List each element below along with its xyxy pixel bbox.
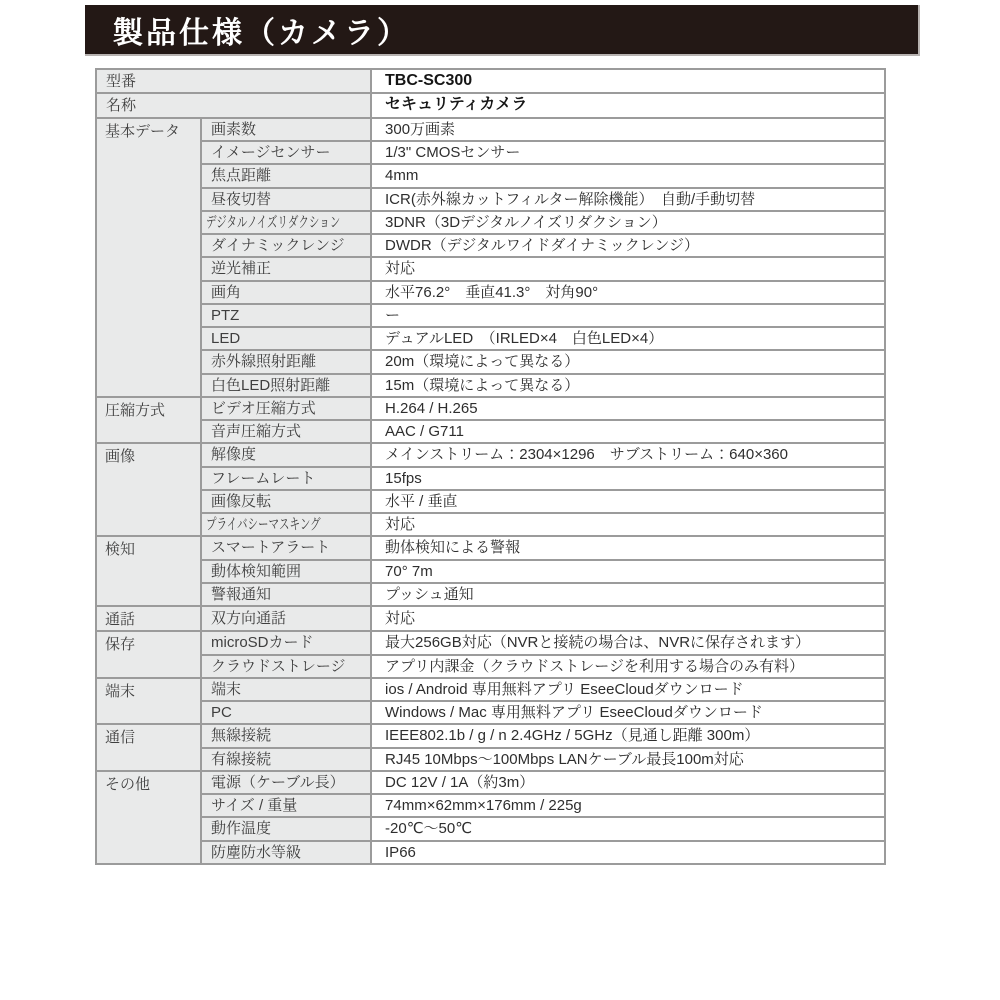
table-row: [96, 164, 885, 187]
value-cell: 70° 7m: [371, 560, 885, 583]
label-text: プライバシーマスキング: [206, 516, 321, 534]
label-cell: [201, 678, 371, 701]
label-text: 解像度: [211, 446, 257, 464]
value-cell: H.264 / H.265: [371, 397, 885, 420]
label-cell: [201, 631, 371, 654]
label-cell: [201, 443, 371, 466]
group-cell: 通話: [96, 606, 201, 631]
table-row: [96, 560, 885, 583]
label-text: 動体検知範囲: [211, 562, 302, 580]
label-cell: [201, 794, 371, 817]
label-text: 双方向通話: [211, 610, 287, 628]
table-row: [96, 257, 885, 280]
value-cell: 対応: [371, 257, 885, 280]
group-cell: 端末: [96, 678, 201, 725]
label-cell: 名称: [96, 93, 371, 117]
table-row: [96, 841, 885, 864]
label-text: イメージセンサー: [211, 144, 331, 162]
table-row: [96, 141, 885, 164]
value-cell: プッシュ通知: [371, 583, 885, 606]
spec-table: [95, 68, 886, 865]
value-cell: デュアルLED （IRLED×4 白色LED×4）: [371, 327, 885, 350]
label-text: 電源（ケーブル長）: [211, 773, 345, 791]
table-row: [96, 374, 885, 397]
table-row: [96, 234, 885, 257]
label-cell: [201, 420, 371, 443]
page-title-bar: [85, 5, 920, 56]
table-row: [96, 443, 885, 466]
value-cell: AAC / G711: [371, 420, 885, 443]
label-text: スマートアラート: [211, 539, 331, 557]
label-text: 昼夜切替: [211, 190, 272, 208]
value-cell: -20℃～50℃: [371, 817, 885, 840]
label-cell: [201, 817, 371, 840]
group-cell: 基本データ: [96, 118, 201, 397]
label-cell: [201, 397, 371, 420]
label-text: 端末: [211, 680, 242, 698]
table-row: [96, 211, 885, 234]
label-text: 焦点距離: [211, 167, 272, 185]
value-cell: 4mm: [371, 164, 885, 187]
value-cell: DC 12V / 1A（約3m）: [371, 771, 885, 794]
table-row: [96, 350, 885, 373]
table-row: [96, 794, 885, 817]
label-text: ビデオ圧縮方式: [211, 399, 316, 417]
label-cell: [201, 583, 371, 606]
label-text: デジタルノイズリダクション: [206, 213, 341, 231]
value-cell: ios / Android 専用無料アプリ EseeCloudダウンロード: [371, 678, 885, 701]
label-cell: [201, 490, 371, 513]
label-text: 音声圧縮方式: [211, 423, 302, 441]
table-row: [96, 771, 885, 794]
label-cell: [201, 748, 371, 771]
value-cell: IP66: [371, 841, 885, 864]
table-row: [96, 93, 885, 117]
label-cell: [201, 257, 371, 280]
label-text: PC: [211, 704, 232, 722]
table-row: [96, 724, 885, 747]
label-text: フレームレート: [211, 469, 316, 487]
value-cell: Windows / Mac 専用無料アプリ EseeCloudダウンロード: [371, 701, 885, 724]
value-cell: 水平76.2° 垂直41.3° 対角90°: [371, 281, 885, 304]
label-cell: [201, 560, 371, 583]
value-cell: メインストリーム：2304×1296 サブストリーム：640×360: [371, 443, 885, 466]
label-cell: [201, 304, 371, 327]
table-row: [96, 327, 885, 350]
label-cell: [201, 771, 371, 794]
label-text: 無線接続: [211, 727, 272, 745]
value-cell: 15fps: [371, 467, 885, 490]
value-cell: 20m（環境によって異なる）: [371, 350, 885, 373]
table-row: [96, 304, 885, 327]
table-row: [96, 420, 885, 443]
label-cell: [201, 606, 371, 631]
value-cell: 74mm×62mm×176mm / 225g: [371, 794, 885, 817]
label-text: LED: [211, 330, 241, 348]
label-cell: [201, 536, 371, 559]
value-cell: DWDR（デジタルワイドダイナミックレンジ）: [371, 234, 885, 257]
spec-table-body: [96, 69, 885, 864]
table-row: [96, 631, 885, 654]
value-cell: 対応: [371, 513, 885, 536]
table-row: [96, 583, 885, 606]
label-text: 画角: [211, 283, 242, 301]
group-cell: 画像: [96, 443, 201, 536]
label-cell: [201, 141, 371, 164]
value-cell: 最大256GB対応（NVRと接続の場合は、NVRに保存されます）: [371, 631, 885, 654]
label-text: 赤外線照射距離: [211, 353, 317, 371]
table-row: [96, 606, 885, 631]
label-cell: [201, 841, 371, 864]
label-cell: [201, 467, 371, 490]
value-cell: アプリ内課金（クラウドストレージを利用する場合のみ有料）: [371, 655, 885, 678]
label-cell: 型番: [96, 69, 371, 93]
label-cell: [201, 350, 371, 373]
value-cell: 動体検知による警報: [371, 536, 885, 559]
value-cell: 1/3" CMOSセンサー: [371, 141, 885, 164]
label-text: 有線接続: [211, 750, 272, 768]
table-row: [96, 490, 885, 513]
group-cell: 通信: [96, 724, 201, 771]
value-cell: IEEE802.1b / g / n 2.4GHz / 5GHz（見通し距離 300m）: [371, 724, 885, 747]
table-row: [96, 513, 885, 536]
value-cell: 水平 / 垂直: [371, 490, 885, 513]
label-cell: [201, 655, 371, 678]
label-cell: [201, 118, 371, 141]
group-cell: 圧縮方式: [96, 397, 201, 444]
value-cell: TBC-SC300: [371, 69, 885, 93]
table-row: [96, 281, 885, 304]
label-text: クラウドストレージ: [211, 657, 346, 675]
label-cell: [201, 211, 371, 234]
value-cell: 300万画素: [371, 118, 885, 141]
table-row: [96, 69, 885, 93]
table-row: [96, 467, 885, 490]
label-text: 警報通知: [211, 585, 272, 603]
label-cell: [201, 234, 371, 257]
label-text: ダイナミックレンジ: [211, 237, 345, 255]
value-cell: ICR(赤外線カットフィルター解除機能） 自動/手動切替: [371, 188, 885, 211]
table-row: [96, 748, 885, 771]
group-cell: 検知: [96, 536, 201, 606]
label-cell: [201, 188, 371, 211]
value-cell: 対応: [371, 606, 885, 631]
label-cell: [201, 513, 371, 536]
label-cell: [201, 374, 371, 397]
label-cell: [201, 281, 371, 304]
label-cell: [201, 701, 371, 724]
label-cell: [201, 164, 371, 187]
label-text: 白色LED照射距離: [211, 376, 331, 394]
value-cell: 15m（環境によって異なる）: [371, 374, 885, 397]
label-text: サイズ / 重量: [211, 797, 298, 815]
table-row: [96, 397, 885, 420]
label-text: 画像反転: [211, 492, 272, 510]
group-cell: 保存: [96, 631, 201, 678]
table-row: [96, 536, 885, 559]
table-row: [96, 118, 885, 141]
value-cell: ー: [371, 304, 885, 327]
table-row: [96, 701, 885, 724]
label-text: 逆光補正: [211, 260, 272, 278]
table-row: [96, 817, 885, 840]
label-cell: [201, 724, 371, 747]
label-text: 防塵防水等級: [211, 843, 302, 861]
label-text: 動作温度: [211, 820, 272, 838]
label-cell: [201, 327, 371, 350]
table-row: [96, 678, 885, 701]
label-text: PTZ: [211, 306, 240, 324]
value-cell: 3DNR（3Dデジタルノイズリダクション）: [371, 211, 885, 234]
value-cell: RJ45 10Mbps～100Mbps LANケーブル最長100m対応: [371, 748, 885, 771]
group-cell: その他: [96, 771, 201, 864]
label-text: 画素数: [211, 120, 257, 138]
table-row: [96, 188, 885, 211]
value-cell: セキュリティカメラ: [371, 93, 885, 117]
page-title: 製品仕様（カメラ）: [113, 16, 410, 50]
label-text: microSDカード: [211, 634, 314, 652]
table-row: [96, 655, 885, 678]
